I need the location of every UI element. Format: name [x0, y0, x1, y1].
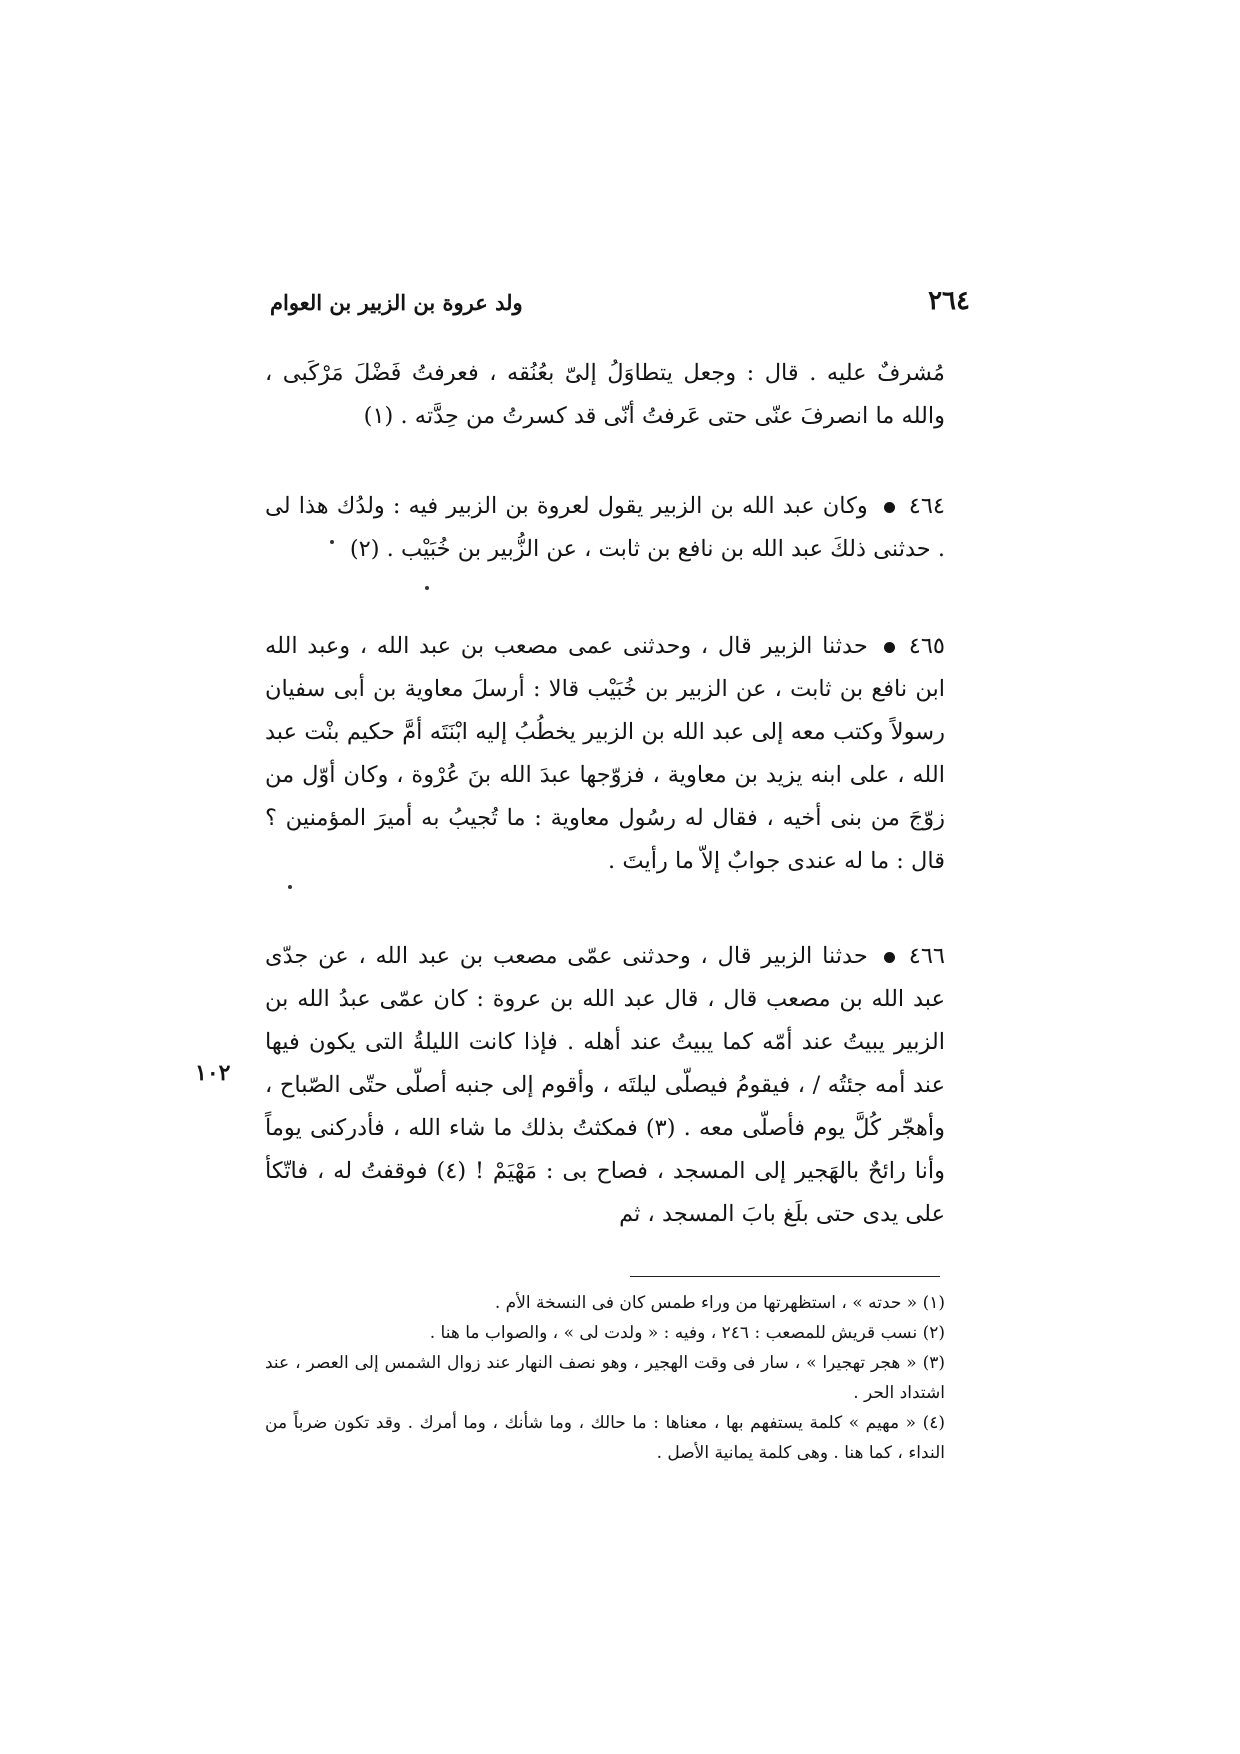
running-title: ولد عروة بن الزبير بن العوام — [270, 290, 523, 315]
page-header — [270, 286, 970, 326]
bullet-icon — [884, 502, 895, 513]
entry-464 — [265, 485, 945, 571]
entry-text: حدثنا الزبير قال ، وحدثنى عمى مصعب بن عبد الله ، وعبد الله ابن نافع بن ثابت ، عن الزبير بن خُبَيْب قالا : أرسلَ معاوية بن أبى سفيان رسولاً وكتب معه إلى عبد الله بن الزبير يخطُبُ إليه ابْنَتَه أمَّ حكيم بنْت عبد الله ، على ابنه يزيد بن معاوية ، فزوّجها عبدَ الله بنَ عُرْوة ، وكان أوّل من زوّجَ من بنى أخيه ، فقال له رسُول معاوية : ما تُجيبُ به أميرَ المؤمنين ؟ قال : ما له عندى جوابٌ إلاّ ما رأيتَ . — [265, 633, 945, 874]
entry-465 — [265, 625, 945, 883]
footnote: (٢) نسب قريش للمصعب : ٢٤٦ ، وفيه : « ولدت لى » ، والصواب ما هنا . — [429, 1323, 945, 1343]
footnote: (١) « حدته » ، استظهرتها من وراء طمس كان فى النسخة الأم . — [494, 1293, 945, 1313]
page-number: ٢٦٤ — [928, 286, 970, 316]
entry-number: ٤٦٤ — [908, 493, 945, 519]
entry-466 — [265, 935, 945, 1236]
continuation-paragraph: مُشرفٌ عليه . قال : وجعل يتطاوَلُ إلىّ بعُنُقه ، فعرفتُ فَضْلَ مَرْكَبى ، والله ما انصرفَ عنّى حتى عَرفتُ أنّى قد كسرتُ من حِدَّته . (١) — [265, 360, 945, 429]
bullet-icon — [884, 952, 895, 963]
scan-speck — [288, 885, 292, 889]
footnote-divider — [630, 1276, 940, 1277]
margin-page-reference: ١٠٢ — [195, 1060, 231, 1086]
footnote: (٣) « هجر تهجيرا » ، سار فى وقت الهجير ، وهو نصف النهار عند زوال الشمس إلى العصر ، عند اشتداد الحر . — [265, 1353, 945, 1403]
entry-text: وكان عبد الله بن الزبير يقول لعروة بن الزبير فيه : ولدُك هذا لى . حدثنى ذلكَ عبد الله بن نافع بن ثابت ، عن الزُّبير بن خُبَيْب . (٢) — [265, 493, 945, 562]
entry-number: ٤٦٥ — [908, 633, 945, 659]
footnotes — [265, 1288, 945, 1468]
bullet-icon — [884, 642, 895, 653]
scan-speck — [425, 586, 429, 590]
entry-text: حدثنا الزبير قال ، وحدثنى عمّى مصعب بن عبد الله ، عن جدّى عبد الله بن مصعب قال ، قال عبد الله بن عروة : كان عمّى عبدُ الله بن الزبير يبيتُ عند أمّه كما يبيتُ عند أهله . فإذا كانت الليلةُ التى يكون فيها عند أمه جئتُه / ، فيقومُ فيصلّى ليلتَه ، وأقوم إلى جنبه أصلّى حتّى الصّباح ، وأهجّر كُلَّ يوم فأصلّى معه . (٣) فمكثتُ بذلك ما شاء الله ، فأدركنى يوماً وأنا رائحٌ بالهَجير إلى المسجد ، فصاح بى : مَهْيَمْ ! (٤) فوقفتُ له ، فاتّكأ على يدى حتى بلَغ بابَ المسجد ، ثم — [265, 943, 945, 1227]
footnote: (٤) « مهيم » كلمة يستفهم بها ، معناها : ما حالك ، وما شأنك ، وما أمرك . وقد تكون ضرباً من النداء ، كما هنا . وهى كلمة يمانية الأصل . — [265, 1413, 945, 1463]
scan-speck — [330, 540, 334, 544]
entry-number: ٤٦٦ — [908, 943, 945, 969]
